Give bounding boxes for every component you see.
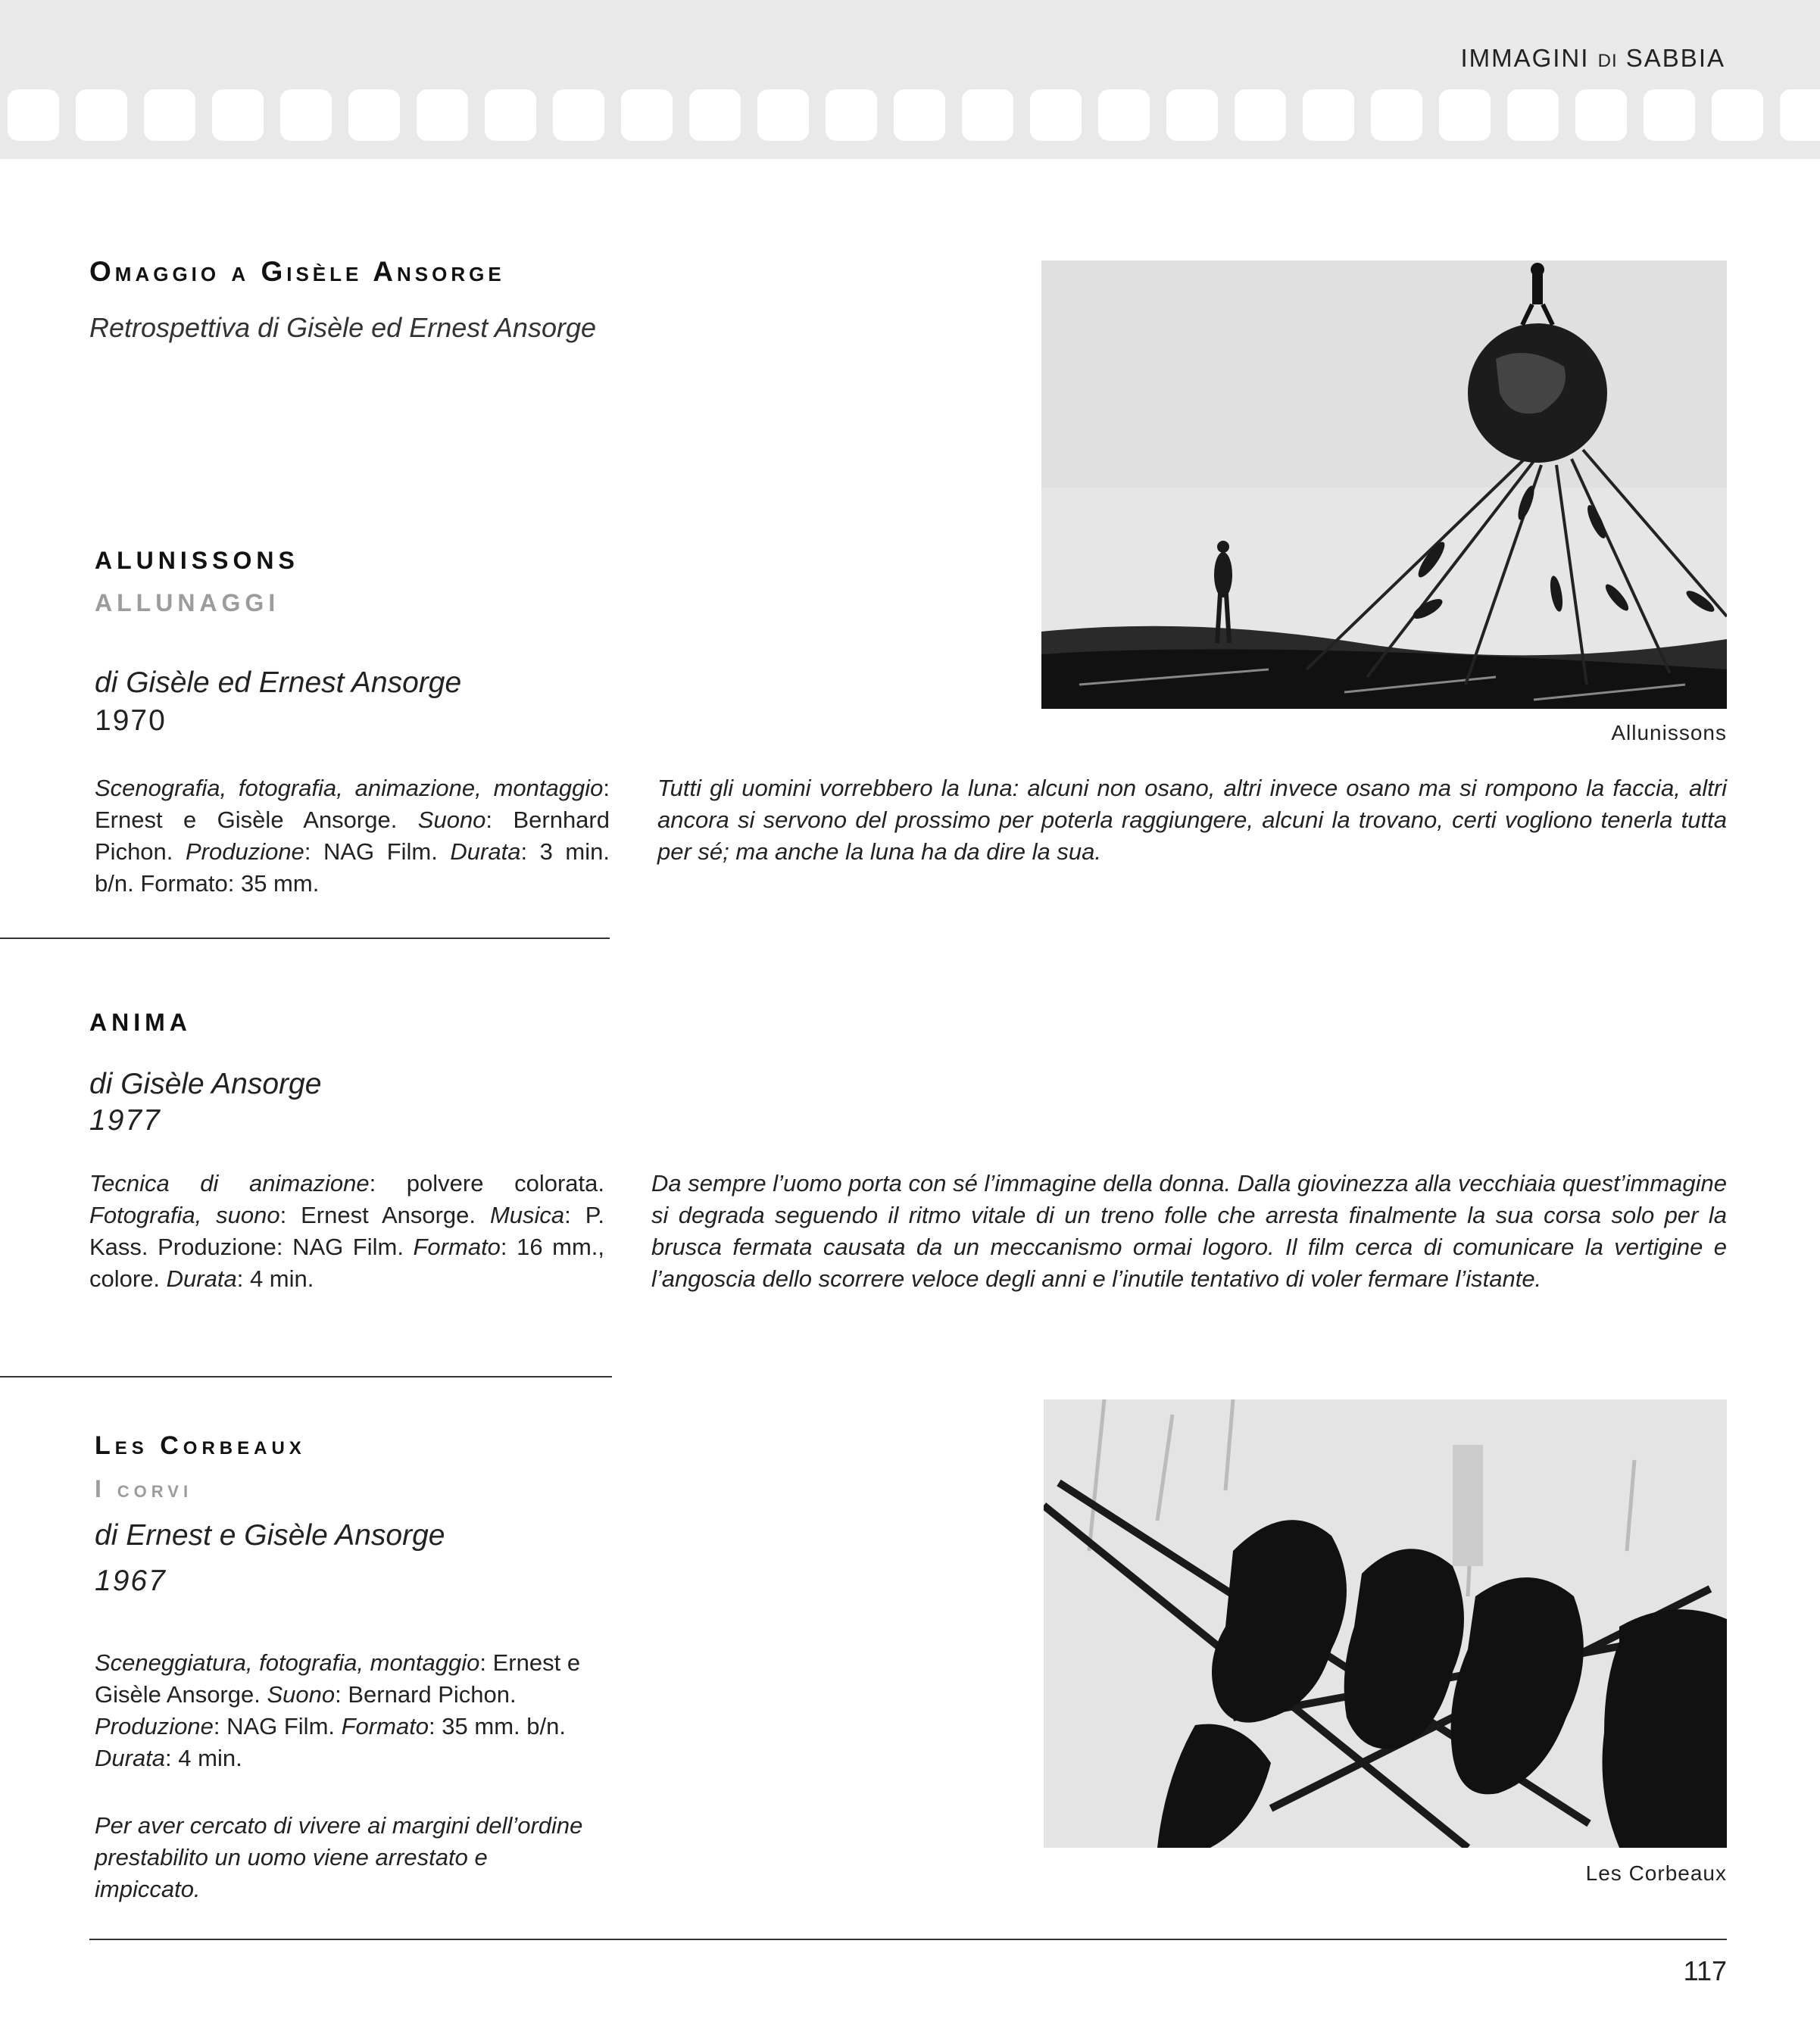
section-subtitle: Retrospettiva di Gisèle ed Ernest Ansorge <box>89 312 597 343</box>
perforation-hole <box>485 89 536 141</box>
film-translation-allunaggi: ALLUNAGGI <box>95 589 280 616</box>
perforation-hole <box>1235 89 1286 141</box>
perforation-hole <box>144 89 195 141</box>
film-title-anima: ANIMA <box>89 1009 192 1036</box>
film-credits: Scenografia, fotografia, animazione, montaggio: Ernest e Gisèle Ansorge. Suono: Bernhard Pichon. Produzione: NAG Film. Durata: 3 min. b/n. Formato: 35 mm. <box>95 775 610 897</box>
perforation-hole <box>1371 89 1422 141</box>
film-year: 1970 <box>95 704 167 737</box>
perforation-hole <box>962 89 1013 141</box>
perforation-hole <box>417 89 468 141</box>
photo-caption-les-corbeaux: Les Corbeaux <box>1585 1861 1727 1885</box>
film-still-image <box>1041 261 1727 709</box>
film-still-allunissons <box>1041 261 1727 709</box>
film-translation-i-corvi: I corvi <box>95 1475 193 1502</box>
perforation-hole <box>1712 89 1763 141</box>
film-synopsis: Da sempre l’uomo porta con sé l’immagine della donna. Dalla giovinezza alla vecchiaia quest’immagine si degrada seguendo il ritmo vitale di un treno folle che arresta finalmente la sua corsa solo per la brusca fermata causata da un meccanismo ormai logoro. Il film cerca di comunicare la vertigine e l’angoscia dello scorrere veloce degli anni e l’inutile tentativo di voler fermare l’istante. <box>651 1170 1727 1292</box>
perforation-hole <box>1780 89 1820 141</box>
perforation-hole <box>348 89 400 141</box>
divider-rule <box>0 938 610 939</box>
perforation-hole <box>1575 89 1627 141</box>
perforation-hole <box>1166 89 1218 141</box>
film-year: 1967 <box>95 1565 167 1597</box>
perforation-hole <box>1507 89 1559 141</box>
film-still-les-corbeaux <box>1044 1399 1727 1848</box>
film-synopsis: Tutti gli uomini vorrebbero la luna: alcuni non osano, altri invece osano ma si rompono la faccia, altri ancora si servono del prossimo per poterla raggiungere, alcuni la trovano, certi vogliono tenerla tutta per sé; ma anche la luna ha da dire la sua. <box>657 775 1727 865</box>
perforation-hole <box>1303 89 1354 141</box>
film-authors: di Ernest e Gisèle Ansorge <box>95 1519 445 1552</box>
perforation-hole <box>553 89 604 141</box>
photo-caption-allunissons: Allunissons <box>1611 721 1727 744</box>
perforation-hole <box>76 89 127 141</box>
perforation-hole <box>1644 89 1695 141</box>
perforation-hole <box>689 89 741 141</box>
film-strip-header <box>0 0 1820 159</box>
film-perforations <box>0 89 1820 142</box>
divider-rule <box>0 1376 612 1377</box>
perforation-hole <box>1030 89 1082 141</box>
perforation-hole <box>1098 89 1150 141</box>
perforation-hole <box>826 89 877 141</box>
film-synopsis: Per aver cercato di vivere ai margini dell’ordine prestabilito un uomo viene arrestato e impiccato. <box>95 1812 583 1902</box>
film-authors: di Gisèle ed Ernest Ansorge <box>95 666 462 699</box>
footer-rule <box>89 1939 1727 1940</box>
film-title-alunissons: ALUNISSONS <box>95 547 299 574</box>
film-credits: Tecnica di animazione: polvere colorata. Fotografia, suono: Ernest Ansorge. Musica: P. Kass. Produzione: NAG Film. Formato: 16 mm., colore. Durata: 4 min. <box>89 1170 604 1292</box>
perforation-hole <box>212 89 264 141</box>
film-authors: di Gisèle Ansorge <box>89 1068 322 1100</box>
running-header: IMMAGINI DI SABBIA <box>1460 44 1725 72</box>
perforation-hole <box>621 89 673 141</box>
perforation-hole <box>894 89 945 141</box>
perforation-hole <box>757 89 809 141</box>
film-year: 1977 <box>89 1104 161 1137</box>
perforation-hole <box>1439 89 1491 141</box>
film-still-image <box>1044 1399 1727 1848</box>
perforation-hole <box>8 89 59 141</box>
film-title-les-corbeaux: Les Corbeaux <box>95 1431 306 1460</box>
section-title: Omaggio a Gisèle Ansorge <box>89 256 505 287</box>
film-credits: Sceneggiatura, fotografia, montaggio: Ernest e Gisèle Ansorge. Suono: Bernard Pichon. Produzione: NAG Film. Formato: 35 mm. b/n. Durata: 4 min. <box>95 1649 581 1771</box>
page-number: 117 <box>1683 1955 1727 1986</box>
perforation-hole <box>280 89 332 141</box>
